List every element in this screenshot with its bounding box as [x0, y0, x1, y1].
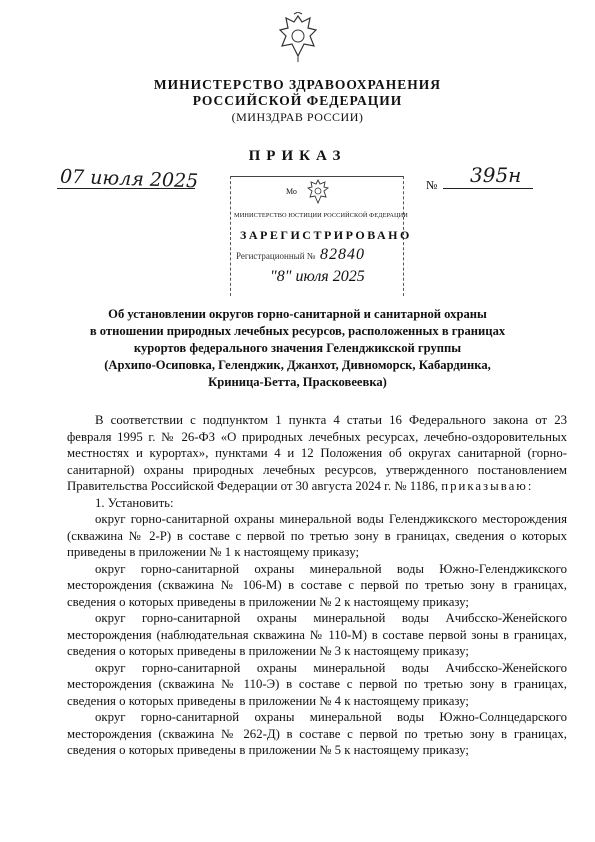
stamp-reg-number: 82840 [320, 246, 365, 263]
item-1: 1. Установить: [95, 495, 174, 510]
stamp-organization: МИНИСТЕРСТВО ЮСТИЦИИ РОССИЙСКОЙ ФЕДЕРАЦИИ [234, 212, 408, 219]
document-heading [40, 306, 555, 391]
ministry-name-line2: РОССИЙСКОЙ ФЕДЕРАЦИИ [192, 93, 403, 108]
order-date: 07 июля 2025 [59, 165, 199, 193]
number-sign: № [426, 178, 438, 192]
heading-line5: Криница-Бетта, Прасковеевка) [208, 375, 387, 389]
district-paragraph: округ горно-санитарной охраны минеральной воды Южно-Геленджикского месторождения (скважина № 106-М) в составе с первой по третью зону в границах, сведения о которых приведены в приложении № 2 к настоящему приказу; [67, 561, 567, 609]
ministry-name-line1: МИНИСТЕРСТВО ЗДРАВООХРАНЕНИЯ [153, 77, 442, 92]
date-underline [57, 188, 195, 189]
preamble-text: В соответствии с подпунктом 1 пункта 4 статьи 16 Федерального закона от 23 февраля 1995 г. № 26-ФЗ «О природных лечебных ресурсах, лечебно-оздоровительных местностях и курортах», пунктами 4 и 12 Положения об округах санитарной (горно-санитарной) охраны природных лечебных ресурсов, утвержденного постановлением Правительства Российской Федерации от 30 августа 2024 г. № 1186, [67, 413, 567, 493]
heading-line2: в отношении природных лечебных ресурсов, расположенных в границах [89, 324, 506, 338]
stamp-reg-label: Регистрационный № [236, 251, 316, 261]
heading-line4: (Архипо-Осиповка, Геленджик, Джанхот, Дивноморск, Кабардинка, [104, 358, 491, 372]
document-body [67, 412, 567, 759]
preamble-paragraph [67, 412, 567, 495]
stamp-frame-top [230, 176, 404, 177]
stamp-mo: Мо [286, 187, 297, 196]
district-paragraph: округ горно-санитарной охраны минеральной воды Геленджикского месторождения (скважина № 2-Р) в составе с первой по третью зону в границах, сведения о которых приведены в приложении № 1 к настоящему приказу; [67, 512, 567, 559]
heading-line3: курортов федерального значения Геленджикской группы [133, 341, 462, 355]
stamp-emblem-icon [306, 178, 330, 206]
ministry-short-name: (МИНЗДРАВ РОССИИ) [231, 110, 364, 124]
heading-line1: Об установлении округов горно-санитарной и санитарной охраны [108, 307, 487, 321]
stamp-reg-date: "8" июля 2025 [270, 268, 365, 285]
stamp-registered: ЗАРЕГИСТРИРОВАНО [240, 228, 412, 242]
number-underline [443, 188, 533, 189]
order-title: ПРИКАЗ [248, 148, 347, 164]
order-number: 395н [470, 163, 522, 187]
stamp-frame-left [230, 176, 231, 296]
registration-stamp [230, 168, 412, 298]
district-paragraph: округ горно-санитарной охраны минеральной воды Ачибсско-Женейского месторождения (скважина № 110-Э) в составе с первой по третью зону в границах, сведения о которых приведены в приложении № 4 к настоящему приказу; [67, 660, 567, 708]
district-paragraph: округ горно-санитарной охраны минеральной воды Южно-Солнцедарского месторождения (скважина № 262-Д) в составе с первой по третью зону в границах, сведения о которых приведены в приложении № 5 к настоящему приказу; [67, 710, 567, 757]
decree-word: приказываю: [441, 479, 534, 493]
district-paragraph: округ горно-санитарной охраны минеральной воды Ачибсско-Женейского месторождения (наблюдательная скважина № 110-М) в составе первой зоны в границах, сведения о которых приведены в приложении № 3 к настоящему приказу; [67, 611, 567, 658]
coat-of-arms-emblem [276, 12, 320, 64]
